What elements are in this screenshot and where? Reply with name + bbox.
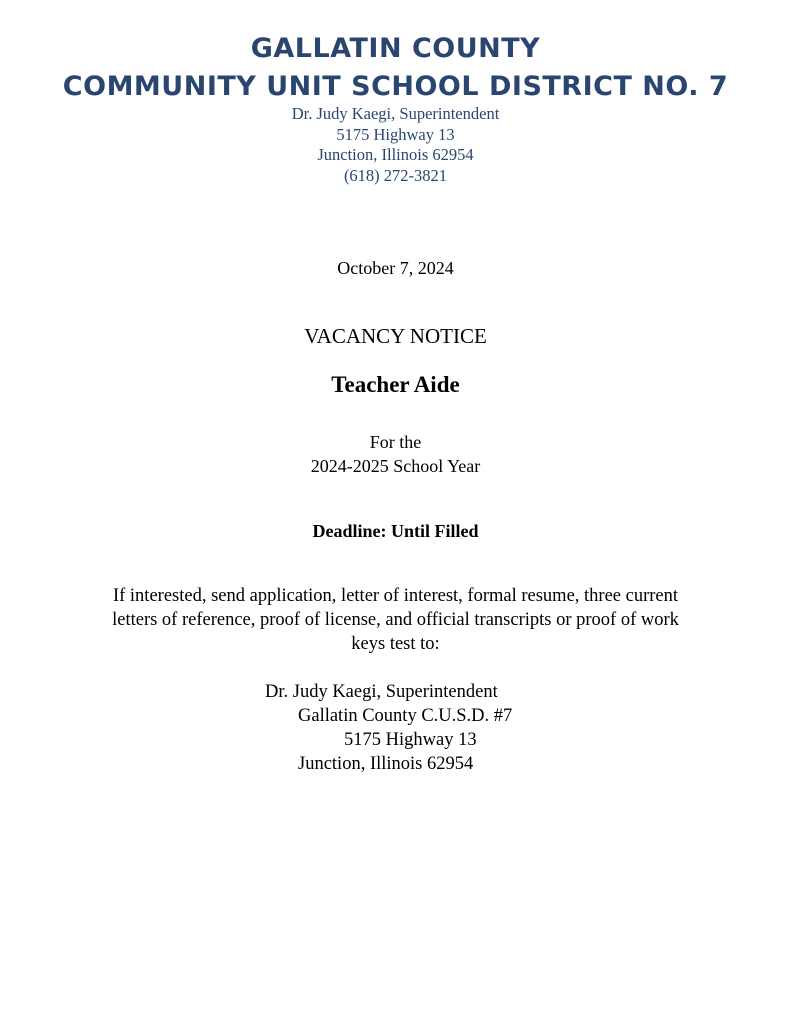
- letterhead-phone: (618) 272-3821: [343, 165, 448, 185]
- letterhead-street: 5175 Highway 13: [336, 124, 455, 144]
- letterhead-district-name-line1: GALLATIN COUNTY: [250, 33, 541, 64]
- application-instructions: If interested, send application, letter of interest, formal resume, three current letters of reference, proof of license, and official transcripts or proof of work keys test to:: [112, 586, 679, 654]
- deadline: Deadline: Until Filled: [312, 521, 479, 541]
- school-year: 2024-2025 School Year: [310, 456, 481, 476]
- letterhead-district-name-line2: COMMUNITY UNIT SCHOOL DISTRICT NO. 7: [62, 71, 729, 102]
- letterhead-superintendent: Dr. Judy Kaegi, Superintendent: [291, 104, 500, 123]
- letterhead-contact-block: [0, 104, 791, 186]
- for-the-label: For the: [369, 432, 422, 452]
- letterhead-city: Junction, Illinois 62954: [317, 145, 474, 164]
- send-to-street: 5175 Highway 13: [344, 730, 477, 750]
- position-title: Teacher Aide: [331, 372, 460, 397]
- send-to-city: Junction, Illinois 62954: [298, 754, 474, 774]
- send-to-district: Gallatin County C.U.S.D. #7: [298, 706, 513, 726]
- send-to-name: Dr. Judy Kaegi, Superintendent: [265, 682, 498, 702]
- notice-date: October 7, 2024: [337, 258, 454, 278]
- notice-title: VACANCY NOTICE: [304, 324, 487, 348]
